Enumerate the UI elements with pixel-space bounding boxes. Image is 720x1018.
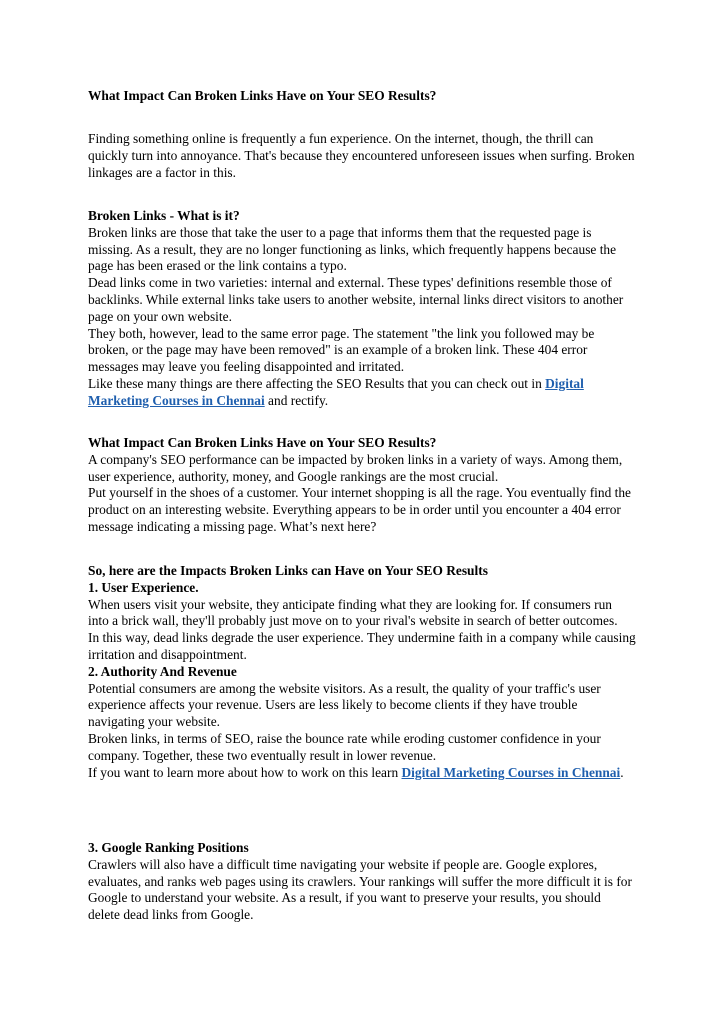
subheading-user-experience: 1. User Experience.: [88, 579, 199, 595]
paragraph: Potential consumers are among the website visitors. As a result, the quality of your traffic's user experience affects your revenue. Users are less likely to become clients if they have trouble navigating your website.: [88, 680, 601, 730]
course-link[interactable]: Digital Marketing Courses in Chennai: [88, 375, 584, 408]
text-fragment: and rectify.: [264, 392, 329, 408]
section-broken-links: [88, 208, 636, 410]
section-heading-seo-impact: What Impact Can Broken Links Have on Your SEO Results?: [88, 435, 437, 450]
text-fragment: If you want to learn more about how to work on this learn: [88, 764, 402, 780]
paragraph: When users visit your website, they anticipate finding what they are looking for. If consumers run into a brick wall, they'll probably just move on to your rival's website in search of better outcomes.: [88, 596, 618, 629]
section-heading-google-ranking: 3. Google Ranking Positions: [88, 840, 249, 855]
intro-paragraph: Finding something online is frequently a fun experience. On the internet, though, the thrill can quickly turn into annoyance. That's because they encountered unforeseen issues when surfing. Broken linkages are a factor in this.: [88, 131, 635, 180]
section-seo-impact: [88, 435, 636, 536]
section-heading-impacts: So, here are the Impacts Broken Links can Have on Your SEO Results: [88, 563, 488, 578]
paragraph: Crawlers will also have a difficult time navigating your website if people are. Google explores, evaluates, and ranks web pages using its crawlers. Your rankings will suffer the more difficult it is for Google to understand your website. As a result, if you want to preserve your results, you should delete dead links from Google.: [88, 856, 632, 923]
paragraph: In this way, dead links degrade the user experience. They undermine faith in a company while causing irritation and disappointment.: [88, 630, 636, 662]
course-link[interactable]: Digital Marketing Courses in Chennai: [401, 764, 621, 780]
paragraph: Broken links are those that take the user to a page that informs them that the requested page is missing. As a result, they are no longer functioning as links, which frequently happens because the page has been erased or the link contains a typo.: [88, 224, 617, 274]
paragraph: Dead links come in two varieties: internal and external. These types' definitions resemble those of backlinks. While external links take users to another website, internal links direct visitors to another page on your own website.: [88, 275, 624, 324]
paragraph-with-link: [88, 765, 636, 782]
text-fragment: .: [620, 764, 624, 780]
section-impacts: [88, 563, 636, 781]
section-heading-broken-links: Broken Links - What is it?: [88, 208, 240, 223]
paragraph: Broken links, in terms of SEO, raise the bounce rate while eroding customer confidence in your company. Together, these two eventually result in lower revenue.: [88, 730, 601, 763]
paragraph-with-link: [88, 376, 636, 410]
paragraph: A company's SEO performance can be impacted by broken links in a variety of ways. Among them, user experience, authority, money, and Google rankings are the most crucial.: [88, 451, 623, 484]
subheading-authority-revenue: 2. Authority And Revenue: [88, 663, 237, 679]
text-fragment: Like these many things are there affecting the SEO Results that you can check out in: [88, 375, 546, 391]
paragraph: They both, however, lead to the same error page. The statement "the link you followed may be broken, or the page may have been removed" is an example of a broken link. These 404 error messages may leave you feeling disappointed and irritated.: [88, 325, 595, 375]
section-google-ranking: [88, 840, 636, 924]
paragraph: Put yourself in the shoes of a customer. Your internet shopping is all the rage. You eventually find the product on an interesting website. Everything appears to be in order until you encounter a 404 error message indicating a missing page. What’s next here?: [88, 485, 631, 534]
document-title: What Impact Can Broken Links Have on Your SEO Results?: [88, 88, 437, 103]
